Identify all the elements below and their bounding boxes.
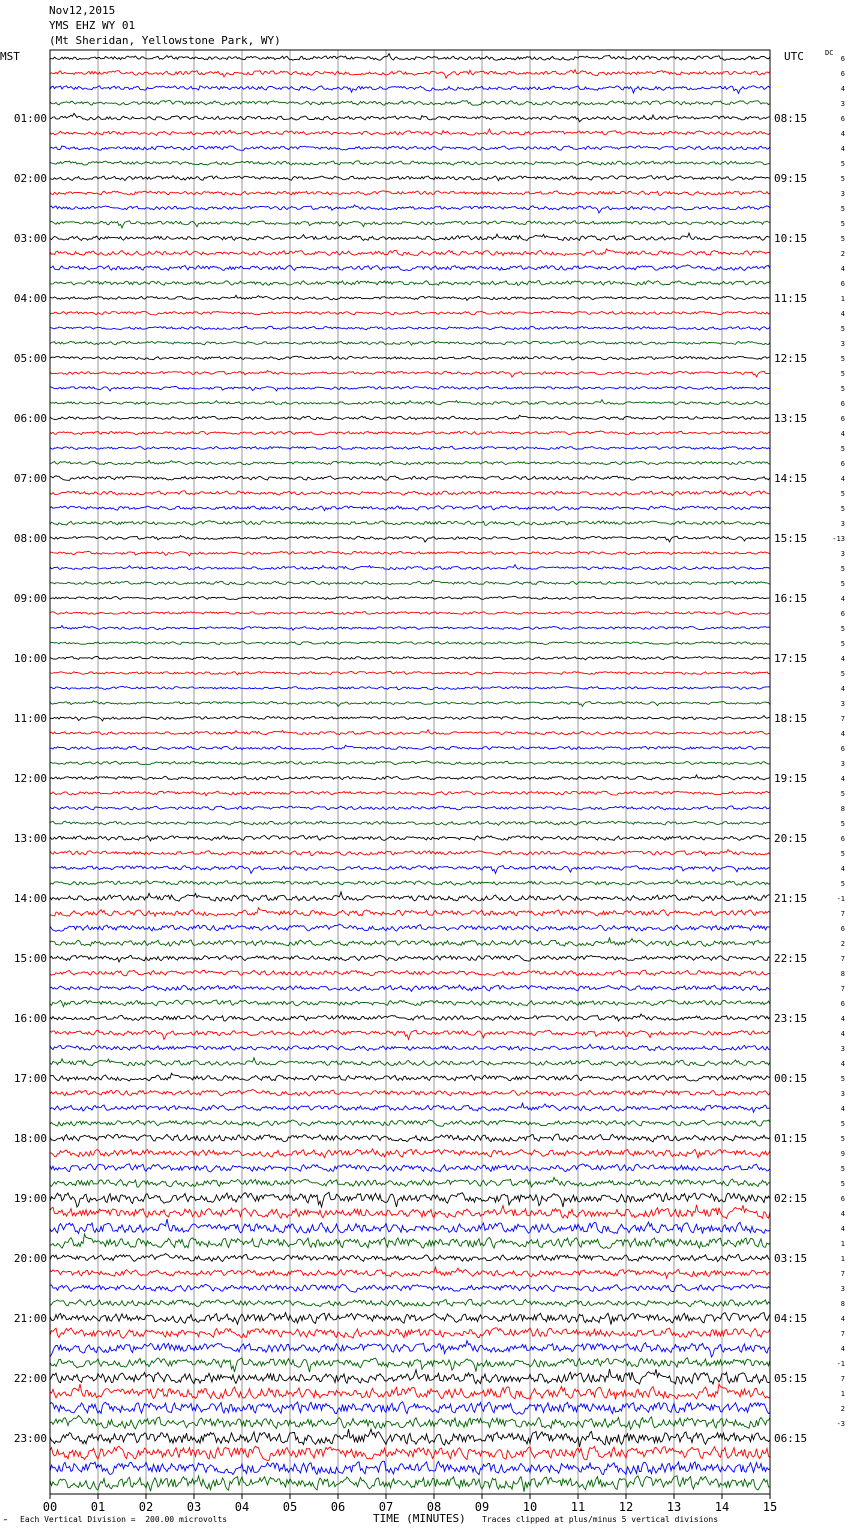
trace-line	[50, 1446, 770, 1460]
dc-offset-value: 4	[840, 1030, 845, 1038]
dc-offset-value: 3	[840, 520, 845, 528]
dc-offset-value: 6	[840, 70, 845, 78]
trace-line	[50, 1030, 770, 1039]
utc-hour-label: 06:15	[774, 1432, 808, 1445]
x-tick-label: 10	[522, 1500, 538, 1514]
trace-line	[50, 1299, 770, 1306]
utc-hour-label: 23:15	[774, 1012, 808, 1025]
trace-line	[50, 191, 770, 196]
trace-line	[50, 671, 770, 675]
trace-line	[50, 1369, 770, 1384]
dc-offset-value: 8	[840, 970, 845, 978]
dc-offset-value: 7	[840, 1270, 845, 1278]
clip-note: Traces clipped at plus/minus 5 vertical divisions	[482, 1515, 719, 1524]
trace-line	[50, 265, 770, 271]
mst-hour-label: 16:00	[13, 1012, 47, 1025]
trace-line	[50, 642, 770, 645]
dc-offset-value: 5	[840, 505, 845, 513]
trace-line	[50, 1073, 770, 1081]
dc-offset-value: 3	[840, 100, 845, 108]
dc-offset-value: 7	[840, 1375, 845, 1383]
dc-offset-value: 1	[840, 1240, 845, 1248]
dc-offset-value: 6	[840, 55, 845, 63]
dc-offset-value: 5	[840, 445, 845, 453]
utc-hour-label: 15:15	[774, 532, 808, 545]
dc-offset-value: 5	[840, 385, 845, 393]
trace-line	[50, 1358, 770, 1372]
mst-hour-label: 02:00	[13, 172, 47, 185]
trace-line	[50, 113, 770, 121]
trace-line	[50, 716, 770, 721]
trace-line	[50, 745, 770, 750]
mst-label: MST	[0, 50, 20, 63]
trace-line	[50, 371, 770, 378]
mst-hour-label: 01:00	[13, 112, 47, 125]
mst-hour-label: 09:00	[13, 592, 47, 605]
trace-line	[50, 821, 770, 825]
dc-offset-value: 2	[840, 940, 845, 948]
trace-line	[50, 400, 770, 405]
trace-line	[50, 460, 770, 465]
dc-offset-value: 3	[840, 1285, 845, 1293]
dc-offset-value: 1	[840, 1255, 845, 1263]
dc-offset-value: -3	[836, 1420, 845, 1428]
dc-offset-value: 4	[840, 430, 845, 438]
dc-offset-value: 4	[840, 775, 845, 783]
dc-offset-value: 6	[840, 610, 845, 618]
dc-offset-value: 2	[840, 1405, 845, 1413]
dc-offset-value: 4	[840, 685, 845, 693]
dc-offset-value: 4	[840, 730, 845, 738]
dc-offset-value: 1	[840, 295, 845, 303]
utc-hour-label: 13:15	[774, 412, 808, 425]
utc-hour-label: 12:15	[774, 352, 808, 365]
trace-line	[50, 1429, 770, 1447]
mst-hour-label: 23:00	[13, 1432, 47, 1445]
utc-hour-label: 16:15	[774, 592, 808, 605]
dc-offset-value: 4	[840, 475, 845, 483]
trace-line	[50, 1313, 770, 1325]
dc-offset-value: 4	[840, 85, 845, 93]
dc-offset-value: -13	[832, 535, 845, 543]
trace-line	[50, 146, 770, 151]
trace-line	[50, 54, 770, 61]
trace-line	[50, 565, 770, 570]
mst-hour-label: 14:00	[13, 892, 47, 905]
utc-hour-label: 10:15	[774, 232, 808, 245]
trace-line	[50, 551, 770, 556]
dc-offset-value: 4	[840, 145, 845, 153]
utc-hour-label: 00:15	[774, 1072, 808, 1085]
header-station: YMS EHZ WY 01	[49, 19, 136, 32]
trace-line	[50, 1134, 770, 1142]
trace-line	[50, 908, 770, 916]
dc-offset-value: 5	[840, 880, 845, 888]
utc-hour-label: 02:15	[774, 1192, 808, 1205]
dc-offset-value: 4	[840, 865, 845, 873]
trace-line	[50, 1234, 770, 1248]
trace-line	[50, 791, 770, 796]
mst-hour-label: 08:00	[13, 532, 47, 545]
mst-hour-label: 05:00	[13, 352, 47, 365]
dc-offset-value: 5	[840, 670, 845, 678]
dc-offset-value: -1	[836, 1360, 845, 1368]
trace-line	[50, 1177, 770, 1187]
trace-line	[50, 775, 770, 780]
trace-line	[50, 612, 770, 615]
dc-offset-value: 8	[840, 1300, 845, 1308]
trace-line	[50, 101, 770, 106]
dc-offset-value: 5	[840, 820, 845, 828]
dc-offset-value: 4	[840, 1210, 845, 1218]
dc-offset-value: 3	[840, 760, 845, 768]
dc-offset-value: 3	[840, 1090, 845, 1098]
trace-line	[50, 1341, 770, 1357]
trace-line	[50, 205, 770, 213]
scale-note: Each Vertical Division = 200.00 microvolts	[20, 1515, 228, 1524]
mst-hour-label: 06:00	[13, 412, 47, 425]
trace-line	[50, 1284, 770, 1292]
dc-offset-value: 7	[840, 715, 845, 723]
mst-hour-label: 21:00	[13, 1312, 47, 1325]
trace-line	[50, 129, 770, 136]
dc-offset-value: 4	[840, 595, 845, 603]
dc-offset-value: 6	[840, 280, 845, 288]
trace-line	[50, 850, 770, 856]
trace-line	[50, 491, 770, 496]
dc-offset-value: 5	[840, 235, 845, 243]
trace-line	[50, 1103, 770, 1112]
trace-line	[50, 1089, 770, 1096]
dc-offset-value: 3	[840, 550, 845, 558]
dc-offset-value: 3	[840, 340, 845, 348]
mst-hour-label: 13:00	[13, 832, 47, 845]
trace-line	[50, 1476, 770, 1492]
mst-hour-label: 22:00	[13, 1372, 47, 1385]
trace-line	[50, 761, 770, 765]
x-tick-label: 07	[378, 1500, 394, 1514]
x-tick-label: 05	[282, 1500, 298, 1514]
trace-line	[50, 249, 770, 256]
x-tick-label: 02	[138, 1500, 154, 1514]
dc-offset-value: 7	[840, 1330, 845, 1338]
trace-line	[50, 311, 770, 315]
utc-hour-label: 04:15	[774, 1312, 808, 1325]
trace-line	[50, 880, 770, 885]
mst-hour-label: 10:00	[13, 652, 47, 665]
trace-line	[50, 1164, 770, 1172]
dc-offset-value: 4	[840, 655, 845, 663]
dc-offset-value: 3	[840, 700, 845, 708]
dc-offset-value: 5	[840, 220, 845, 228]
dc-offset-value: 4	[840, 1225, 845, 1233]
trace-line	[50, 341, 770, 345]
trace-line	[50, 280, 770, 285]
x-tick-label: 13	[666, 1500, 682, 1514]
dc-offset-value: 6	[840, 1000, 845, 1008]
dc-offset-value: 5	[840, 355, 845, 363]
trace-line	[50, 596, 770, 599]
dc-offset-value: 4	[840, 1315, 845, 1323]
utc-hour-label: 18:15	[774, 712, 808, 725]
trace-line	[50, 892, 770, 901]
trace-line	[50, 1044, 770, 1050]
dc-offset-value: 5	[840, 160, 845, 168]
x-tick-label: 14	[714, 1500, 730, 1514]
trace-line	[50, 176, 770, 181]
dc-offset-value: 6	[840, 400, 845, 408]
dc-offset-value: 5	[840, 565, 845, 573]
mst-hour-label: 07:00	[13, 472, 47, 485]
trace-line	[50, 221, 770, 228]
utc-hour-label: 20:15	[774, 832, 808, 845]
dc-offset-value: 5	[840, 1135, 845, 1143]
dc-offset-value: 3	[840, 1045, 845, 1053]
dc-offset-value: 7	[840, 955, 845, 963]
trace-line	[50, 1000, 770, 1007]
trace-line	[50, 1461, 770, 1475]
trace-line	[50, 161, 770, 165]
dc-offset-value: 6	[840, 460, 845, 468]
trace-line	[50, 1416, 770, 1430]
trace-line	[50, 866, 770, 874]
dc-offset-value: 6	[840, 925, 845, 933]
dc-offset-value: 5	[840, 580, 845, 588]
trace-line	[50, 70, 770, 79]
dc-offset-value: 6	[840, 1195, 845, 1203]
dc-offset-value: 4	[840, 310, 845, 318]
trace-line	[50, 356, 770, 360]
dc-offset-value: 5	[840, 370, 845, 378]
mst-hour-label: 04:00	[13, 292, 47, 305]
dc-offset-value: 3	[840, 190, 845, 198]
utc-hour-label: 09:15	[774, 172, 808, 185]
dc-offset-value: 7	[840, 985, 845, 993]
trace-line	[50, 970, 770, 976]
dc-offset-value: 4	[840, 130, 845, 138]
dc-offset-value: 4	[840, 1345, 845, 1353]
dc-offset-value: 4	[840, 265, 845, 273]
mst-hour-label: 17:00	[13, 1072, 47, 1085]
trace-line	[50, 806, 770, 810]
x-tick-label: 03	[186, 1500, 202, 1514]
header-date: Nov12,2015	[49, 4, 116, 17]
dc-offset-value: 5	[840, 1120, 845, 1128]
trace-line	[50, 86, 770, 94]
trace-line	[50, 730, 770, 735]
x-tick-label: 04	[234, 1500, 250, 1514]
trace-line	[50, 580, 770, 585]
mst-hour-label: 12:00	[13, 772, 47, 785]
dc-offset-value: -1	[836, 895, 845, 903]
utc-hour-label: 21:15	[774, 892, 808, 905]
x-tick-label: 06	[330, 1500, 346, 1514]
dc-offset-value: 5	[840, 1075, 845, 1083]
utc-hour-label: 14:15	[774, 472, 808, 485]
trace-line	[50, 1205, 770, 1219]
dc-offset-value: 5	[840, 1165, 845, 1173]
trace-line	[50, 415, 770, 420]
trace-line	[50, 1384, 770, 1399]
trace-line	[50, 701, 770, 707]
x-tick-label: 08	[426, 1500, 442, 1514]
trace-line	[50, 536, 770, 543]
trace-line	[50, 1120, 770, 1126]
trace-line	[50, 233, 770, 240]
dc-offset-value: 5	[840, 175, 845, 183]
x-tick-label: 12	[618, 1500, 634, 1514]
trace-line	[50, 476, 770, 480]
dc-offset-value: 4	[840, 1060, 845, 1068]
dc-offset-value: 2	[840, 250, 845, 258]
trace-line	[50, 1192, 770, 1207]
x-axis-title: TIME (MINUTES)	[373, 1512, 466, 1525]
dc-offset-value: 5	[840, 490, 845, 498]
trace-line	[50, 1149, 770, 1158]
trace-line	[50, 431, 770, 435]
dc-offset-value: 5	[840, 640, 845, 648]
dc-offset-value: 6	[840, 415, 845, 423]
dc-offset-value: 1	[840, 1390, 845, 1398]
trace-line	[50, 626, 770, 631]
dc-offset-value: 4	[840, 1105, 845, 1113]
trace-line	[50, 1254, 770, 1262]
dc-label: DC	[825, 49, 834, 57]
trace-line	[50, 938, 770, 946]
mst-hour-label: 11:00	[13, 712, 47, 725]
trace-line	[50, 295, 770, 300]
trace-line	[50, 386, 770, 391]
dc-offset-value: 5	[840, 625, 845, 633]
x-tick-label: 09	[474, 1500, 490, 1514]
x-tick-label: 00	[42, 1500, 58, 1514]
corner-mark: ‴	[3, 1518, 8, 1527]
trace-line	[50, 836, 770, 842]
mst-hour-label: 20:00	[13, 1252, 47, 1265]
utc-hour-label: 08:15	[774, 112, 808, 125]
trace-line	[50, 1402, 770, 1414]
trace-line	[50, 1267, 770, 1278]
trace-line	[50, 1219, 770, 1234]
dc-offset-value: 6	[840, 835, 845, 843]
trace-line	[50, 521, 770, 526]
utc-hour-label: 17:15	[774, 652, 808, 665]
utc-hour-label: 22:15	[774, 952, 808, 965]
trace-line	[50, 985, 770, 991]
utc-hour-label: 11:15	[774, 292, 808, 305]
trace-line	[50, 656, 770, 659]
utc-hour-label: 01:15	[774, 1132, 808, 1145]
trace-line	[50, 1058, 770, 1066]
trace-line	[50, 326, 770, 330]
dc-offset-value: 6	[840, 115, 845, 123]
dc-offset-value: 5	[840, 325, 845, 333]
mst-hour-label: 19:00	[13, 1192, 47, 1205]
utc-label: UTC	[784, 50, 804, 63]
utc-hour-label: 19:15	[774, 772, 808, 785]
dc-offset-value: 5	[840, 205, 845, 213]
trace-line	[50, 955, 770, 962]
trace-line	[50, 687, 770, 690]
dc-offset-value: 5	[840, 850, 845, 858]
mst-hour-label: 18:00	[13, 1132, 47, 1145]
dc-offset-value: 5	[840, 1180, 845, 1188]
trace-line	[50, 506, 770, 511]
trace-line	[50, 1328, 770, 1339]
dc-offset-value: 6	[840, 745, 845, 753]
mst-hour-label: 15:00	[13, 952, 47, 965]
x-tick-label: 11	[570, 1500, 586, 1514]
trace-line	[50, 924, 770, 931]
dc-offset-value: 8	[840, 805, 845, 813]
trace-line	[50, 446, 770, 449]
utc-hour-label: 05:15	[774, 1372, 808, 1385]
dc-offset-value: 9	[840, 1150, 845, 1158]
mst-hour-label: 03:00	[13, 232, 47, 245]
header-location: (Mt Sheridan, Yellowstone Park, WY)	[49, 34, 281, 47]
dc-offset-value: 7	[840, 910, 845, 918]
dc-offset-value: 4	[840, 1015, 845, 1023]
utc-hour-label: 03:15	[774, 1252, 808, 1265]
x-tick-label: 01	[90, 1500, 106, 1514]
dc-offset-value: 5	[840, 790, 845, 798]
x-tick-label: 15	[762, 1500, 778, 1514]
trace-line	[50, 1014, 770, 1021]
